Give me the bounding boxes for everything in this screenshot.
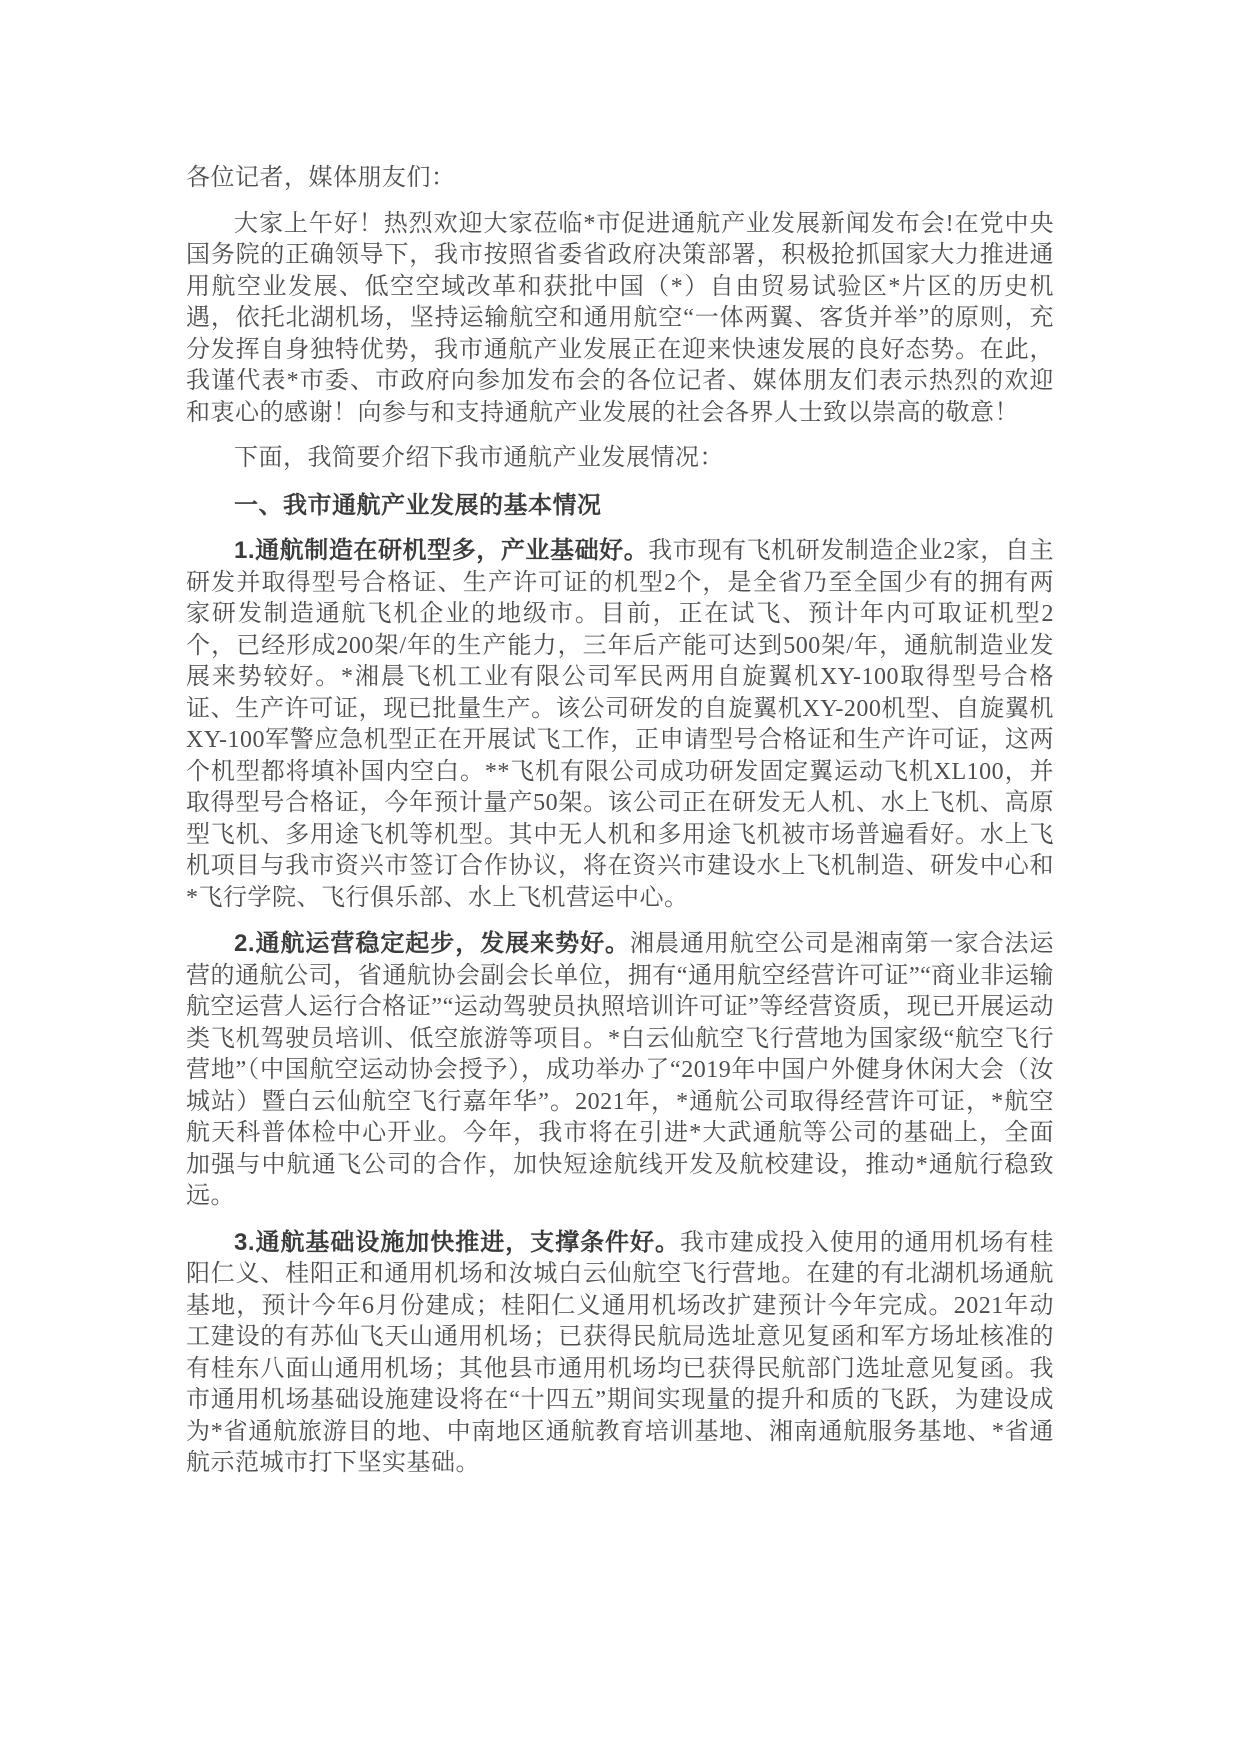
item-2-body: 湘晨通用航空公司是湘南第一家合法运营的通航公司，省通航协会副会长单位，拥有“通用航空经营许可证”“商业非运输航空运营人运行合格证”“运动驾驶员执照培训许可证”等经营资质，现已开展运动类飞机驾驶员培训、低空旅游等项目。*白云仙航空飞行营地为国家级“航空飞行营地”（中国航空运动协会授予），成功举办了“2019年中国户外健身休闲大会（汝城站）暨白云仙航空飞行嘉年华”。2021年，*通航公司取得经营许可证，*航空航天科普体检中心开业。今年，我市将在引进*大武通航等公司的基础上，全面加强与中航通飞公司的合作，加快短途航线开发及航校建设，推动*通航行稳致远。	[186, 931, 1055, 1209]
item-1-paragraph	[186, 535, 1054, 914]
item-2-paragraph	[186, 928, 1054, 1213]
item-1-body: 我市现有飞机研发制造企业2家，自主研发并取得型号合格证、生产许可证的机型2个，是全省乃至全国少有的拥有两家研发制造通航飞机企业的地级市。目前，正在试飞、预计年内可取证机型2个，已经形成200架/年的生产能力，三年后产能可达到500架/年，通航制造业发展来势较好。*湘晨飞机工业有限公司军民两用自旋翼机XY-100取得型号合格证、生产许可证，现已批量生产。该公司研发的自旋翼机XY-200机型、自旋翼机XY-100军警应急机型正在开展试飞工作，正申请型号合格证和生产许可证，这两个机型都将填补国内空白。**飞机有限公司成功研发固定翼运动飞机XL100，并取得型号合格证，今年预计量产50架。该公司正在研发无人机、水上飞机、高原型飞机、多用途飞机等机型。其中无人机和多用途飞机被市场普遍看好。水上飞机项目与我市资兴市签订合作协议，将在资兴市建设水上飞机制造、研发中心和*飞行学院、飞行俱乐部、水上飞机营运中心。	[186, 538, 1055, 911]
section-1-heading: 一、我市通航产业发展的基本情况	[234, 491, 602, 519]
item-1-lead: 1.通航制造在研机型多，产业基础好。	[234, 537, 649, 564]
transition-paragraph: 下面，我简要介绍下我市通航产业发展情况：	[234, 445, 724, 471]
item-3-paragraph	[186, 1227, 1054, 1480]
document-body	[186, 163, 1054, 1480]
item-3-body: 我市建成投入使用的通用机场有桂阳仁义、桂阳正和通用机场和汝城白云仙航空飞行营地。在建的有北湖机场通航基地，预计今年6月份建成；桂阳仁义通用机场改扩建预计今年完成。2021年动工建设的有苏仙飞天山通用机场；已获得民航局选址意见复函和军方场址核准的有桂东八面山通用机场；其他县市通用机场均已获得民航部门选址意见复函。我市通用机场基础设施建设将在“十四五”期间实现量的提升和质的飞跃，为建设成为*省通航旅游目的地、中南地区通航教育培训基地、湘南通航服务基地、*省通航示范城市打下坚实基础。	[186, 1229, 1055, 1476]
item-2-lead: 2.通航运营稳定起步，发展来势好。	[234, 930, 631, 957]
item-3-lead: 3.通航基础设施加快推进，支撑条件好。	[234, 1228, 680, 1256]
salutation: 各位记者，媒体朋友们：	[186, 165, 456, 191]
intro-paragraph: 大家上午好！热烈欢迎大家莅临*市促进通航产业发展新闻发布会!在党中央国务院的正确领导下，我市按照省委省政府决策部署，积极抢抓国家大力推进通用航空业发展、低空空域改革和获批中国（*）自由贸易试验区*片区的历史机遇，依托北湖机场，坚持运输航空和通用航空“一体两翼、客货并举”的原则，充分发挥自身独特优势，我市通航产业发展正在迎来快速发展的良好态势。在此，我谨代表*市委、市政府向参加发布会的各位记者、媒体朋友们表示热烈的欢迎和衷心的感谢！向参与和支持通航产业发展的社会各界人士致以崇高的敬意！	[186, 210, 1054, 426]
